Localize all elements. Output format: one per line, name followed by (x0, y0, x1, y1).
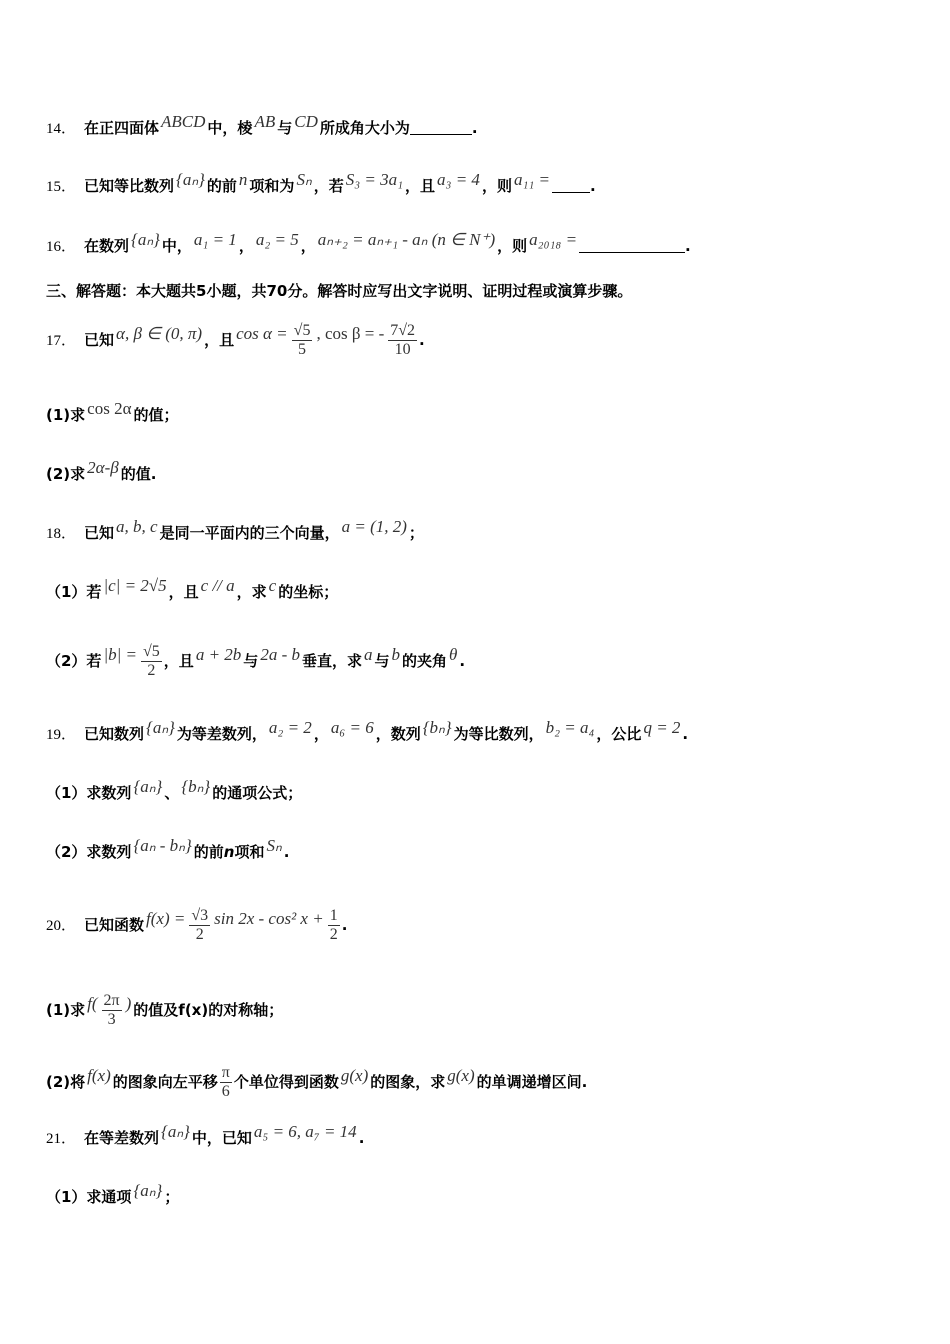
question-number: 17． (46, 333, 77, 349)
math-expr: {aₙ - bₙ} (133, 836, 192, 855)
question-number: 20． (46, 918, 77, 934)
question-text: ，且 (405, 177, 436, 195)
numerator: 2π (103, 992, 120, 1009)
question-number: 18． (46, 526, 77, 542)
question-text: ， (238, 237, 254, 255)
math-expr: |b| = (103, 645, 138, 664)
math-expr: sin 2x - cos² x + (214, 909, 324, 928)
math-expr: θ (449, 645, 458, 664)
question-number: 15． (46, 179, 77, 195)
question-20 (46, 907, 347, 944)
numerator: 1 (329, 907, 338, 924)
question-text: 的值； (133, 406, 179, 424)
question-text: 为等差数列， (176, 725, 267, 743)
question-text: ，且 (204, 331, 235, 349)
part-label: (1)求 (46, 1001, 86, 1019)
question-text: ，且 (168, 583, 199, 601)
question-text: ； (164, 1188, 180, 1206)
fraction (102, 992, 122, 1029)
math-expr: a₂ = 5 (255, 230, 299, 249)
math-expr: a₁ = 1 (193, 230, 237, 249)
question-19-part-2 (46, 836, 289, 862)
math-expr: {aₙ} (176, 170, 205, 189)
question-text: 与 (374, 652, 390, 670)
math-expr: a = (1, 2) (341, 517, 407, 536)
math-expr: f( (87, 994, 98, 1013)
question-21 (46, 1122, 364, 1149)
question-21-part-1 (46, 1181, 179, 1207)
numerator: 7√2 (390, 322, 416, 339)
question-text: ，求 (236, 583, 267, 601)
question-text: ，数列 (375, 725, 421, 743)
math-expr: , cos β = - (316, 324, 385, 343)
question-text: ，若 (313, 177, 344, 195)
math-expr: a₃ = 4 (437, 170, 480, 189)
fraction (388, 322, 417, 359)
question-text: ； (408, 524, 424, 542)
denominator: 3 (107, 1011, 116, 1028)
denominator: 10 (394, 341, 411, 358)
question-text: 的值及f(x)的对称轴； (133, 1001, 284, 1019)
math-expr: |c| = 2√5 (103, 576, 167, 595)
math-expr: a₅ = 6, a₇ = 14 (253, 1122, 357, 1141)
math-expr: a₂₀₁₈ = (529, 230, 578, 249)
fraction (328, 907, 340, 944)
question-15 (46, 170, 596, 197)
math-expr: cos α = (236, 324, 288, 343)
question-text: 的图象，求 (370, 1073, 446, 1091)
question-18 (46, 517, 424, 544)
math-expr: f(x) = (146, 909, 186, 928)
math-expr: a₂ = 2 (268, 718, 312, 737)
section-header: 三、解答题：本大题共5小题，共70分。解答时应写出文字说明、证明过程或演算步骤。 (46, 282, 633, 300)
math-expr: g(x) (447, 1066, 475, 1085)
math-expr: f(x) (87, 1066, 111, 1085)
question-text: 在等差数列 (84, 1129, 160, 1147)
denominator: 5 (298, 341, 307, 358)
question-20-part-2 (46, 1064, 587, 1101)
question-text: 的单调递增区间. (476, 1073, 588, 1091)
part-label: （1）求数列 (46, 784, 132, 802)
question-19 (46, 718, 688, 745)
math-expr: S₃ = 3a₁ (345, 170, 404, 189)
question-text: ，则 (497, 237, 528, 255)
question-text: 在数列 (84, 237, 130, 255)
math-expr: b₂ = a₄ (545, 718, 595, 737)
math-expr: n (238, 170, 248, 189)
math-expr: {aₙ} (131, 230, 160, 249)
question-text: n (223, 843, 235, 861)
question-number: 21． (46, 1131, 77, 1147)
question-17-part-1 (46, 399, 179, 425)
question-text: . (682, 725, 689, 743)
question-text: 是同一平面内的三个向量， (159, 524, 340, 542)
math-expr: {bₙ} (181, 777, 211, 796)
question-text: . (685, 237, 691, 255)
denominator: 2 (195, 926, 204, 943)
question-text: . (590, 177, 596, 195)
question-text: 中，棱 (207, 119, 253, 137)
question-text: 的前 (193, 843, 224, 861)
math-expr: Sₙ (266, 836, 282, 855)
numerator: √5 (143, 643, 160, 660)
math-expr: ) (125, 994, 132, 1013)
math-expr: Sₙ (296, 170, 312, 189)
answer-blank[interactable] (552, 178, 590, 193)
math-expr: 2α-β (87, 458, 119, 477)
math-expr: a₁₁ = (513, 170, 550, 189)
question-text: 的通项公式； (212, 784, 303, 802)
question-text: ， (313, 725, 329, 743)
part-label: （1）求通项 (46, 1188, 132, 1206)
question-text: 已知函数 (84, 916, 145, 934)
question-number: 14． (46, 121, 77, 137)
question-text: ，且 (163, 652, 194, 670)
math-expr: {bₙ} (422, 718, 452, 737)
fraction (189, 907, 210, 944)
question-text: 中，已知 (191, 1129, 252, 1147)
math-expr: g(x) (340, 1066, 369, 1085)
question-text: 所成角大小为 (319, 119, 410, 137)
question-text: 垂直，求 (301, 652, 362, 670)
question-18-part-2 (46, 643, 465, 680)
question-text: 中， (161, 237, 192, 255)
question-text: 与 (243, 652, 259, 670)
question-text: 的值. (120, 465, 157, 483)
question-text: 个单位得到函数 (233, 1073, 339, 1091)
question-text: 的夹角 (402, 652, 448, 670)
math-expr: ABCD (161, 112, 206, 131)
question-text: 的前 (206, 177, 237, 195)
question-14 (46, 112, 478, 139)
denominator: 2 (329, 926, 338, 943)
denominator: 2 (147, 662, 156, 679)
question-text: 已知数列 (84, 725, 145, 743)
part-label: (1)求 (46, 406, 86, 424)
fraction (141, 643, 162, 680)
question-20-part-1 (46, 992, 283, 1029)
math-expr: {aₙ} (161, 1122, 190, 1141)
math-expr: a₆ = 6 (330, 718, 374, 737)
math-expr: AB (254, 112, 276, 131)
answer-blank[interactable] (410, 120, 472, 135)
question-number: 19． (46, 727, 77, 743)
math-expr: {aₙ} (146, 718, 175, 737)
question-text: ，则 (481, 177, 512, 195)
fraction (292, 322, 313, 359)
question-text: 已知 (84, 331, 115, 349)
question-text: 项和 (234, 843, 265, 861)
math-expr: c (268, 576, 277, 595)
math-expr: a (364, 645, 373, 664)
question-text: ， (300, 237, 316, 255)
math-expr: b (391, 645, 401, 664)
question-text: 的图象向左平移 (112, 1073, 218, 1091)
question-text: . (283, 843, 290, 861)
answer-blank[interactable] (579, 238, 685, 253)
question-text: . (419, 331, 425, 349)
part-label: （2）求数列 (46, 843, 132, 861)
question-text: . (459, 652, 466, 670)
question-text: 在正四面体 (84, 119, 160, 137)
part-label: (2)将 (46, 1073, 86, 1091)
question-17 (46, 322, 425, 359)
question-text: 项和为 (249, 177, 295, 195)
question-19-part-1 (46, 777, 302, 803)
math-expr: α, β ∈ (0, π) (116, 324, 203, 343)
math-expr: {aₙ} (133, 777, 163, 796)
math-expr: CD (294, 112, 318, 131)
question-text: 已知等比数列 (84, 177, 175, 195)
question-text: . (358, 1129, 365, 1147)
question-text: 为等比数列， (453, 725, 544, 743)
question-text: . (471, 119, 478, 137)
math-expr: cos 2α (87, 399, 132, 418)
numerator: π (221, 1064, 230, 1081)
question-17-part-2 (46, 458, 156, 484)
question-18-part-1 (46, 576, 338, 602)
question-text: 的坐标； (278, 583, 339, 601)
question-text: . (341, 916, 348, 934)
numerator: √3 (191, 907, 209, 924)
question-text: 已知 (84, 524, 115, 542)
question-text: 、 (164, 784, 180, 802)
math-expr: aₙ₊₂ = aₙ₊₁ - aₙ (n ∈ N⁺) (317, 230, 496, 249)
part-label: (2)求 (46, 465, 86, 483)
math-expr: a + 2b (195, 645, 242, 664)
question-number: 16． (46, 239, 77, 255)
math-expr: c // a (200, 576, 235, 595)
denominator: 6 (221, 1083, 230, 1100)
math-expr: q = 2 (643, 718, 681, 737)
numerator: √5 (293, 322, 311, 339)
question-text: 与 (277, 119, 293, 137)
part-label: （2）若 (46, 652, 102, 670)
question-16 (46, 230, 691, 257)
math-expr: {aₙ} (133, 1181, 163, 1200)
math-expr: a, b, c (116, 517, 158, 536)
math-expr: 2a - b (260, 645, 300, 664)
question-text: ，公比 (596, 725, 642, 743)
fraction (220, 1064, 232, 1101)
part-label: （1）若 (46, 583, 102, 601)
